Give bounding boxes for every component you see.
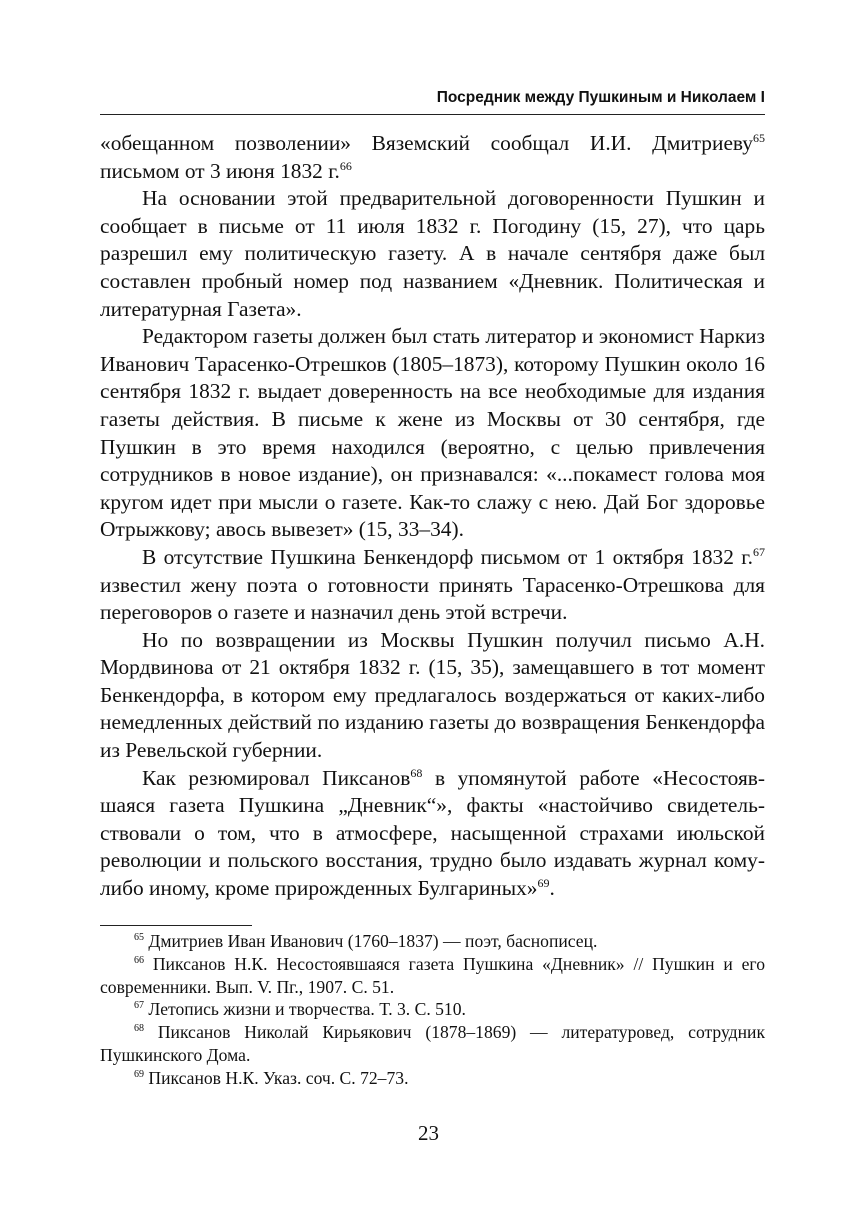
main-text bbox=[100, 130, 765, 903]
header-rule bbox=[100, 114, 765, 115]
paragraph-6: Как резюмировал Пиксанов$^{68}$ в упомянутой работе «Несостоявшаяся газета Пушкина „Дневник“», факты «настойчиво свидетельствовали о том, что в атмосфере, насыщенной страхами июльской революции и польского восстания, трудно было издавать журнал кому-либо иному, кроме прирожденных Булгариных»$^{69}$. bbox=[100, 765, 766, 901]
paragraph-2: На основании этой предварительной договоренности Пушкин и сообщает в письме от 11 июля 1832 г. Погодину (15, 27), что царь разрешил ему политическую газету. А в начале сентября даже был составлен пробный номер под названием «Дневник. Политическая и литературная Газета». bbox=[100, 186, 765, 321]
paragraph-3: Редактором газеты должен был стать литератор и экономист Наркиз Иванович Тарасенко-Отрешков (1805–1873), которому Пушкин около 16 сентября 1832 г. выдает доверенность на все необходимые для издания газеты действия. В письме к жене из Москвы от 30 сентября, где Пушкин в это время находился (вероятно, с целью привлечения сотрудников в новое издание), он признавался: «...покамест голова моя кругом идет при мысли о газете. Как-то слажу с нею. Дай Бог здоровье Отрыжкову; авось вывезет» (15, 33–34). bbox=[100, 324, 765, 542]
footnote-ref-68: 68 bbox=[410, 765, 423, 780]
footnote-ref-65: 65 bbox=[753, 131, 765, 145]
running-title: Посредник между Пушкиным и Николаем I bbox=[436, 89, 765, 106]
footnote-67: $^{67}$ Летопись жизни и творчества. Т. 3. С. 510. bbox=[134, 999, 466, 1020]
paragraph-5: Но по возвращении из Москвы Пушкин получил письмо А.Н. Мордвинова от 21 октября 1832 г. (15, 35), замещавшего в тот момент Бенкендорфа, в котором ему предлагалось воздержаться от каких-либо немедленных действий по изданию газеты до возвращения Бенкендорфа из Ревельской губернии. bbox=[100, 627, 765, 763]
footnote-69: $^{69}$ Пиксанов Н.К. Указ. соч. С. 72–73. bbox=[134, 1067, 409, 1088]
footnote-ref-67: 67 bbox=[753, 544, 765, 559]
footnote-68: $^{68}$ Пиксанов Николай Кирьякович (1878–1869) — литературовед, сотрудник Пушкинского Дома. bbox=[100, 1022, 765, 1065]
footnote-ref-66: 66 bbox=[339, 158, 352, 173]
paragraph-4: В отсутствие Пушкина Бенкендорф письмом от 1 октября 1832 г.$^{67}$ известил жену поэта о готовности принять Тарасенко-Отрешкова для переговоров о газете и назначил день этой встречи. bbox=[100, 544, 765, 625]
footnote-separator bbox=[100, 925, 252, 926]
paragraph-1: «обещанном позволении» Вяземский сообщал И.И. Дмитриеву$^{65}$ письмом от 3 июня 1832 г.$^{66}$ bbox=[100, 131, 765, 183]
page-number: 23 bbox=[418, 1121, 439, 1145]
footnotes bbox=[100, 930, 765, 1090]
footnote-ref-69: 69 bbox=[537, 876, 550, 891]
footnote-65: $^{65}$ Дмитриев Иван Иванович (1760–1837) — поэт, баснописец. bbox=[134, 931, 598, 951]
footnote-66: $^{66}$ Пиксанов Н.К. Несостоявшаяся газета Пушкина «Дневник» // Пушкин и его современники. Вып. V. Пг., 1907. С. 51. bbox=[100, 953, 765, 997]
